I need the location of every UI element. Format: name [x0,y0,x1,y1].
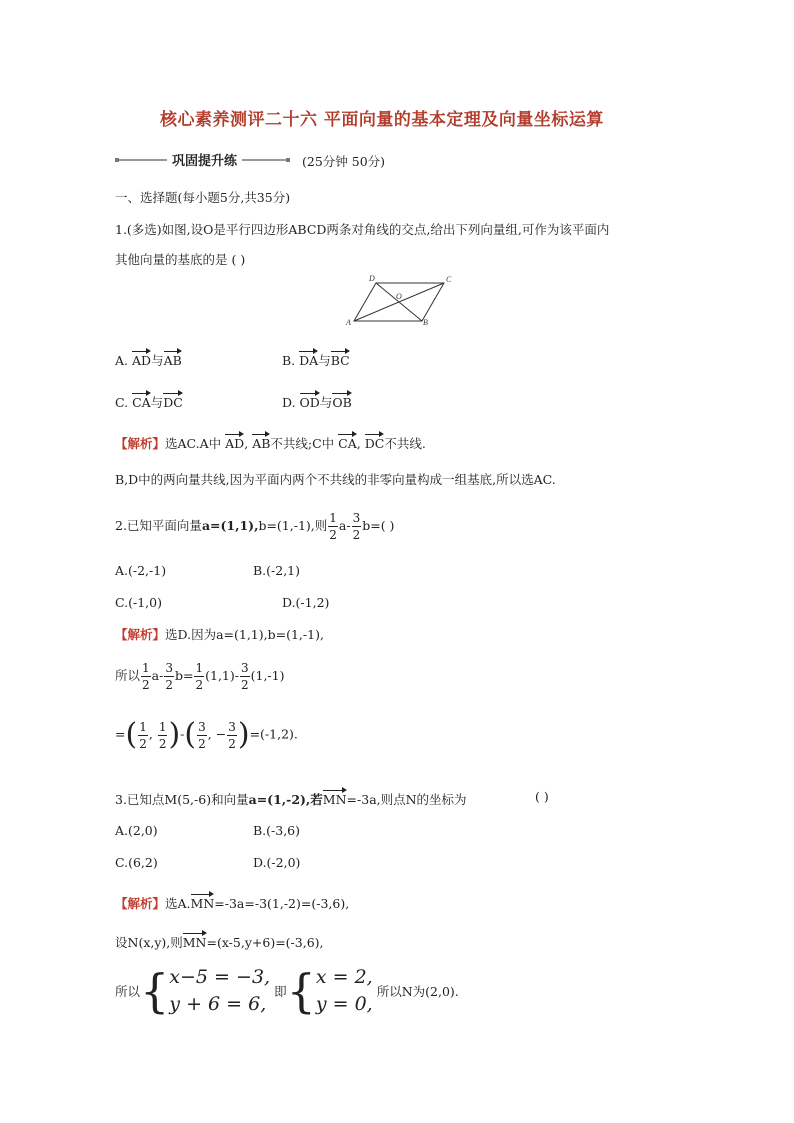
section-bar-dot-right [286,158,290,162]
step-text: (1,1)- [205,668,239,683]
q3-analysis-line3 [115,964,459,1018]
numerator: 1 [195,661,204,675]
q3-stem [115,789,467,808]
diagonal-bd [376,283,422,321]
stem-text: 3.已知点M(5,-6)和向量 [115,792,249,807]
step-text: =(-1,2). [249,726,298,742]
analysis-text: 所以 [115,984,141,999]
stem-text: a- [338,518,351,533]
q3-option-d[interactable]: D.(-2,0) [253,855,301,870]
left-brace: { [286,964,316,1018]
numerator: 1 [142,661,150,675]
stem-text: 2.已知平面向量 [115,518,202,533]
vector-mn: MN [183,932,207,950]
fraction [141,662,151,691]
denominator: 2 [352,528,361,542]
conj: 与 [318,353,331,368]
fraction-one-half [328,512,338,541]
q2-analysis [115,625,324,643]
q2-option-c[interactable]: C.(-1,0) [115,595,162,610]
numerator: 1 [329,511,337,525]
analysis-text: 选A. [165,896,191,911]
option-letter: D. [282,395,296,410]
denominator: 2 [195,678,204,692]
part-heading: 一、选择题(每小题5分,共35分) [115,190,291,205]
vector-ca: CA [338,433,357,451]
fraction [197,721,207,750]
left-paren: ( [125,717,138,752]
step-text: , [148,726,153,742]
q3-analysis [115,893,349,912]
vector-mn: MN [191,893,215,911]
q3-analysis-line2 [115,932,324,951]
step-text: , [207,726,212,742]
equation-line: y + 6 = 6, [169,993,267,1015]
analysis-text: 所以N为(2,0). [376,984,459,999]
numerator: 3 [352,511,361,525]
q2-option-a[interactable]: A.(-2,-1) [115,563,167,578]
q2-option-d[interactable]: D.(-1,2) [282,595,330,610]
fraction [164,662,174,691]
numerator: 3 [228,719,236,734]
vector-ab: AB [164,350,182,368]
numerator: 1 [158,719,167,734]
analysis-tag: 【解析】 [115,896,166,911]
option-letter: B. [282,353,296,368]
analysis-text: 选AC.A中 [165,436,222,451]
q3-option-a[interactable]: A.(2,0) [115,823,158,838]
q1-option-b[interactable] [282,350,350,369]
separator: , [356,436,361,451]
analysis-tag: 【解析】 [115,627,166,642]
stem-text: b=( ) [362,518,395,533]
label-c: C [446,275,452,284]
q1-stem-line1: 1.(多选)如图,设O是平行四边形ABCD两条对角线的交点,给出下列向量组,可作为该平面内 [115,222,610,237]
fraction [158,721,168,750]
analysis-text: a=(1,1),b=(1,-1), [216,627,324,642]
denominator: 2 [240,678,249,692]
q2-step2 [115,717,298,752]
equation-line: x−5 = −3, [169,966,271,988]
label-d: D [369,274,375,283]
vector-od: OD [300,392,320,410]
numerator: 3 [240,661,249,675]
option-letter: C. [115,395,129,410]
fraction-three-halves [352,512,362,541]
conj: 与 [319,395,333,410]
denominator: 2 [329,528,337,542]
section-header [115,150,290,169]
denominator: 2 [158,736,167,751]
step-text: 所以 [115,668,141,683]
step-text: - [180,726,185,742]
equation-system-2 [316,964,373,1018]
q3-option-b[interactable]: B.(-3,6) [253,823,301,838]
section-time: (25分钟 50分) [302,154,386,169]
fraction [138,721,148,750]
q2-step1 [115,662,284,691]
numerator: 3 [198,719,206,734]
vector-da: DA [299,350,318,368]
step-text: − [215,726,227,742]
vector-ad: AD [132,350,151,368]
q2-option-b[interactable]: B.(-2,1) [253,563,301,578]
stem-text: =-3a,则点N的坐标为 [346,792,467,807]
q1-analysis [115,433,426,452]
analysis-tag: 【解析】 [115,436,166,451]
right-paren: ) [168,717,181,752]
analysis-text: =(x-5,y+6)=(-3,6), [206,935,324,950]
fraction [240,662,250,691]
analysis-text: =-3a=-3(1,-2)=(-3,6), [214,896,350,911]
numerator: 3 [165,661,173,675]
vector-dc: DC [163,392,183,410]
label-o: O [396,292,402,301]
q1-option-c[interactable] [115,392,183,411]
vector-a-def: a=(1,1), [201,518,259,533]
equation-system-1 [169,964,270,1018]
equation-line: y = 0, [315,993,373,1015]
denominator: 2 [142,678,150,692]
vector-mn: MN [323,789,347,807]
left-brace: { [140,964,170,1018]
option-letter: A. [115,353,129,368]
vector-ob: OB [332,392,351,410]
left-paren: ( [184,717,197,752]
q1-stem-line2: 其他向量的基底的是 ( ) [115,252,246,267]
stem-text: b=(1,-1),则 [258,518,328,533]
label-a: A [346,318,351,327]
q1-option-a[interactable] [115,350,182,369]
denominator: 2 [228,736,236,751]
vector-ab: AB [252,433,270,451]
analysis-text: 即 [274,984,287,999]
vector-bc: BC [331,350,350,368]
fraction [227,721,237,750]
step-text: (1,-1) [250,668,285,683]
equation-line: x = 2, [315,966,373,988]
stem-text: a=(1,-2),若 [248,792,323,807]
analysis-text: 设N(x,y),则 [115,935,183,950]
step-text: = [115,726,126,742]
right-paren: ) [237,717,250,752]
label-b: B [423,318,428,327]
fraction [194,662,204,691]
denominator: 2 [139,736,147,751]
step-text: a- [151,668,164,683]
section-bar-line-right [242,159,286,161]
separator: , [244,436,249,451]
analysis-text: 不共线. [384,436,426,451]
section-bar-line-left [119,159,167,161]
q1-option-d[interactable] [282,392,352,411]
denominator: 2 [165,678,173,692]
q3-option-c[interactable]: C.(6,2) [115,855,158,870]
page-title: 核心素养测评二十六 平面向量的基本定理及向量坐标运算 [160,110,604,130]
analysis-text: 不共线;C中 [270,436,335,451]
section-label: 巩固提升练 [172,154,238,169]
parallelogram-figure [340,270,460,328]
q2-stem [115,512,394,541]
numerator: 1 [139,719,147,734]
q1-analysis-line2: B,D中的两向量共线,因为平面内两个不共线的非零向量构成一组基底,所以选AC. [115,472,556,487]
vector-ad: AD [225,433,244,451]
analysis-text: 选D.因为 [165,627,217,642]
q3-answer-blank: ( ) [535,789,549,804]
conj: 与 [151,353,164,368]
conj: 与 [150,395,164,410]
vector-ca: CA [132,392,151,410]
step-text: b= [174,668,194,683]
vector-dc: DC [365,433,385,451]
denominator: 2 [198,736,206,751]
